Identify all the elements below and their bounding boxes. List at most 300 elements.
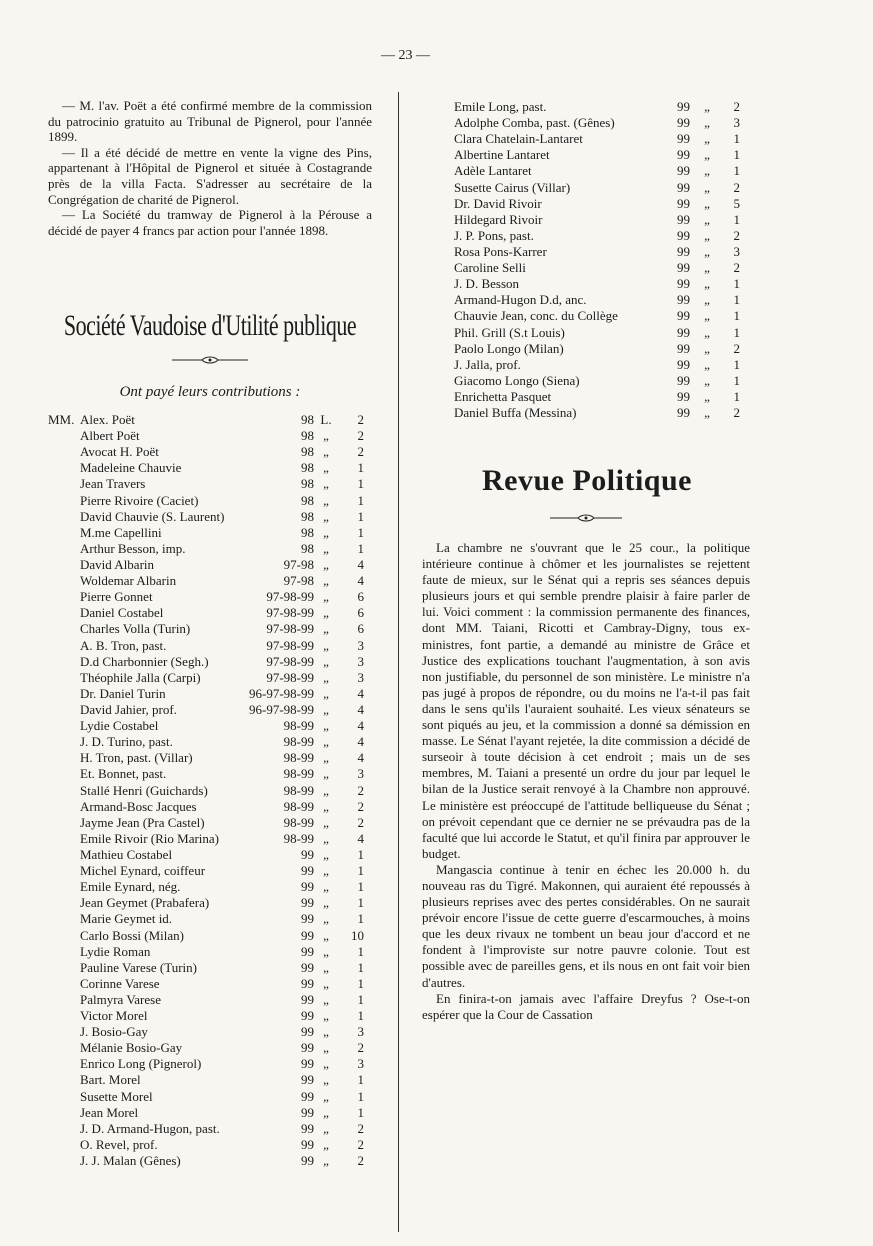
member-row	[454, 163, 744, 179]
member-years: 99	[301, 943, 314, 959]
news-item-3: — La Société du tramway de Pignerol à la Pérouse a décidé de payer 4 francs par action pour l'année 1898.	[48, 207, 372, 238]
member-years: 96-97-98-99	[249, 701, 314, 717]
amount-marker: „	[323, 1072, 329, 1088]
member-years: 99	[677, 99, 690, 114]
member-years: 98-99	[283, 718, 314, 734]
member-row	[48, 1121, 368, 1137]
member-name: Enrico Long (Pignerol)	[80, 1056, 202, 1072]
member-years: 99	[301, 1040, 314, 1056]
amount-marker: „	[323, 879, 329, 895]
member-years: 99	[301, 975, 314, 991]
member-row	[48, 702, 368, 718]
member-years: 99	[677, 195, 690, 211]
member-name: J. J. Malan (Gênes)	[80, 1153, 181, 1169]
member-name: O. Revel, prof.	[80, 1136, 158, 1152]
member-amount: 1	[357, 1072, 364, 1088]
member-row	[48, 1024, 368, 1040]
member-name: Bart. Morel	[80, 1072, 141, 1088]
member-row	[454, 292, 744, 308]
member-name: H. Tron, past. (Villar)	[80, 750, 193, 766]
member-years: 97-98-99	[266, 669, 314, 685]
member-row	[454, 180, 744, 196]
member-row	[48, 1040, 368, 1056]
member-years: 97-98-99	[266, 605, 314, 621]
member-name: Chauvie Jean, conc. du Collège	[454, 308, 618, 324]
member-name: A. B. Tron, past.	[80, 637, 167, 653]
member-row	[48, 1072, 368, 1088]
amount-marker: „	[323, 621, 329, 637]
member-name: David Jahier, prof.	[80, 701, 177, 717]
member-amount: 2	[357, 1040, 364, 1056]
member-years: 98-99	[283, 798, 314, 814]
member-amount: 1	[357, 846, 364, 862]
member-name: Emile Rivoir (Rio Marina)	[80, 830, 220, 846]
member-name: Charles Volla (Turin)	[80, 621, 191, 637]
member-years: 98	[301, 524, 314, 540]
member-years: 98-99	[283, 750, 314, 766]
member-row	[48, 1137, 368, 1153]
member-row	[48, 734, 368, 750]
member-years: 98-99	[283, 814, 314, 830]
member-name: Dr. Daniel Turin	[80, 685, 166, 701]
amount-marker: „	[323, 1120, 329, 1136]
amount-marker: „	[323, 669, 329, 685]
member-amount: 4	[357, 734, 364, 750]
member-name: Albertine Lantaret	[454, 147, 550, 163]
right-member-list	[454, 99, 744, 421]
amount-marker: „	[323, 701, 329, 717]
member-amount: 2	[733, 260, 740, 276]
member-row	[48, 589, 368, 605]
member-row	[48, 638, 368, 654]
member-name: Lydie Roman	[80, 943, 151, 959]
member-years: 99	[301, 1056, 314, 1072]
member-years: 98	[301, 492, 314, 508]
amount-marker: „	[323, 750, 329, 766]
member-row	[48, 863, 368, 879]
society-ornament	[170, 356, 250, 364]
member-amount: 1	[357, 476, 364, 492]
member-years: 99	[677, 292, 690, 308]
member-years: 98	[301, 476, 314, 492]
member-amount: 2	[357, 1153, 364, 1169]
amount-marker: „	[704, 115, 710, 131]
amount-marker: „	[323, 863, 329, 879]
amount-marker: „	[323, 428, 329, 444]
member-row	[454, 357, 744, 373]
member-name: Jayme Jean (Pra Castel)	[80, 814, 205, 830]
member-amount: 3	[357, 1024, 364, 1040]
member-amount: 2	[733, 99, 740, 114]
news-items	[48, 98, 372, 238]
member-row	[48, 460, 368, 476]
member-row	[454, 276, 744, 292]
member-amount: 1	[357, 492, 364, 508]
member-name: J. D. Turino, past.	[80, 734, 173, 750]
member-amount: 2	[357, 782, 364, 798]
amount-marker: „	[323, 1088, 329, 1104]
member-amount: 4	[357, 556, 364, 572]
member-years: 98-99	[283, 830, 314, 846]
member-amount: 2	[357, 1120, 364, 1136]
member-amount: 1	[733, 356, 740, 372]
member-years: 99	[677, 243, 690, 259]
member-name: Marie Geymet id.	[80, 911, 173, 927]
amount-marker: „	[323, 782, 329, 798]
revue-ornament	[548, 514, 624, 522]
member-amount: 1	[357, 1008, 364, 1024]
amount-marker: „	[704, 340, 710, 356]
member-amount: 1	[357, 943, 364, 959]
member-years: 99	[301, 1072, 314, 1088]
amount-marker: „	[704, 308, 710, 324]
member-row	[48, 718, 368, 734]
member-prefix: MM.	[48, 412, 75, 427]
amount-marker: „	[323, 830, 329, 846]
member-row	[454, 308, 744, 324]
amount-marker: „	[323, 798, 329, 814]
member-years: 99	[301, 895, 314, 911]
member-amount: 2	[733, 340, 740, 356]
member-years: 98	[301, 412, 314, 427]
member-name: Madeleine Chauvie	[80, 460, 182, 476]
amount-marker: „	[323, 959, 329, 975]
member-name: Daniel Buffa (Messina)	[454, 405, 577, 421]
amount-marker: „	[323, 734, 329, 750]
member-amount: 1	[733, 372, 740, 388]
member-row	[454, 131, 744, 147]
amount-marker: „	[704, 195, 710, 211]
amount-marker: „	[704, 405, 710, 421]
member-name: Mathieu Costabel	[80, 846, 173, 862]
member-years: 99	[301, 927, 314, 943]
amount-marker: „	[323, 911, 329, 927]
member-name: Hildegard Rivoir	[454, 211, 543, 227]
member-row	[48, 831, 368, 847]
member-amount: 1	[357, 508, 364, 524]
member-name: Adolphe Comba, past. (Gênes)	[454, 115, 615, 131]
member-years: 99	[677, 276, 690, 292]
member-row	[48, 557, 368, 573]
news-item-2: — Il a été décidé de mettre en vente la vigne des Pins, appartenant à l'Hôpital de Pignerol et située à Costagrande près de la villa Facta. S'adresser au secrétaire de la Congrégation de charité de Pignerol.	[48, 144, 372, 207]
member-amount: 1	[733, 211, 740, 227]
member-row	[48, 509, 368, 525]
member-name: Woldemar Albarin	[80, 573, 177, 589]
news-item-1: — M. l'av. Poët a été confirmé membre de la commission du patrocinio gratuito au Tribunal de Pignerol, pour l'année 1899.	[48, 98, 372, 145]
member-amount: 1	[733, 147, 740, 163]
member-amount: 6	[357, 605, 364, 621]
amount-marker: „	[323, 814, 329, 830]
member-name: Albert Poët	[80, 428, 140, 444]
member-amount: 1	[733, 163, 740, 179]
amount-marker: „	[323, 1040, 329, 1056]
member-years: 99	[677, 388, 690, 404]
member-years: 99	[677, 131, 690, 147]
member-years: 99	[301, 1120, 314, 1136]
member-name: J. D. Armand-Hugon, past.	[80, 1120, 220, 1136]
member-amount: 2	[733, 227, 740, 243]
member-row	[454, 196, 744, 212]
page-number: — 23 —	[381, 48, 430, 63]
amount-marker: „	[704, 372, 710, 388]
member-years: 99	[677, 211, 690, 227]
amount-marker: „	[704, 243, 710, 259]
member-name: Jean Geymet (Prabafera)	[80, 895, 210, 911]
member-name: Paolo Longo (Milan)	[454, 340, 564, 356]
member-amount: 5	[733, 195, 740, 211]
amount-marker: „	[323, 1024, 329, 1040]
amount-marker: „	[323, 1056, 329, 1072]
member-amount: 2	[733, 179, 740, 195]
member-name: Pierre Gonnet	[80, 589, 153, 605]
member-amount: 2	[357, 1136, 364, 1152]
member-row	[48, 1153, 368, 1169]
member-amount: 2	[733, 405, 740, 421]
member-amount: 2	[357, 444, 364, 460]
member-years: 98-99	[283, 734, 314, 750]
member-row	[48, 412, 368, 428]
member-row	[48, 944, 368, 960]
member-amount: 1	[357, 863, 364, 879]
member-name: D.d Charbonnier (Segh.)	[80, 653, 209, 669]
member-amount: 1	[357, 540, 364, 556]
amount-marker: „	[704, 292, 710, 308]
member-years: 99	[677, 324, 690, 340]
member-row	[48, 605, 368, 621]
revue-paragraph-1: La chambre ne s'ouvrant que le 25 cour., la politique intérieure continue à chômer et les journalistes se rejettent faute de mieux, sur le Sénat qui a repris ses séances depuis plusieurs jours et qui semble prendre plaisir à faire parler de lui. Voici comment : la commission permanente des finances, dont MM. Taiani, Ricotti et Cambray-Digny, tous ex-ministres, font partie, a demandé au ministre de Grâce et Justice des explications touchant l'augmentation, à son avis non justifiable, du personnel de son ministère. Le ministre n'a pas jugé à propos de répondre, ou du moins ne l'a-t-il pas fait dans le sens qu'ils l'auraient souhaité. Les vieux sénateurs se sont piqués au jeu, et la commission a donné sa démission en masse. Le Sénat l'ayant rejetée, la dite commission a décidé de surseoir à toute décision à cet endroit ; mais un de ses membres, M. Taiani a presenté un ordre du jour par lequel le bilan de la Justice serait renvoyé à la Chambre non approuvé. Le ministère est préoccupé de l'attitude belliqueuse du Sénat ; on prévoit cependant que ce dernier ne se prévaudra pas de la faculté que lui accorde le Statut, et qu'il finira par approuver le budget.	[422, 540, 750, 861]
member-name: Jean Travers	[80, 476, 146, 492]
member-amount: 1	[733, 131, 740, 147]
member-name: Avocat H. Poët	[80, 444, 159, 460]
member-row	[454, 341, 744, 357]
amount-marker: „	[323, 975, 329, 991]
member-amount: 6	[357, 621, 364, 637]
member-row	[48, 1105, 368, 1121]
member-amount: 1	[357, 991, 364, 1007]
member-years: 98	[301, 508, 314, 524]
member-name: David Chauvie (S. Laurent)	[80, 508, 225, 524]
amount-marker: „	[323, 943, 329, 959]
member-row	[48, 670, 368, 686]
member-years: 99	[677, 372, 690, 388]
member-row	[454, 212, 744, 228]
member-name: Carlo Bossi (Milan)	[80, 927, 184, 943]
member-name: Arthur Besson, imp.	[80, 540, 186, 556]
member-amount: 3	[733, 115, 740, 131]
member-row	[48, 428, 368, 444]
member-row	[48, 928, 368, 944]
member-years: 97-98-99	[266, 637, 314, 653]
member-amount: 4	[357, 750, 364, 766]
member-row	[48, 879, 368, 895]
member-amount: 1	[357, 975, 364, 991]
member-years: 99	[677, 308, 690, 324]
member-amount: 4	[357, 830, 364, 846]
member-row	[48, 815, 368, 831]
amount-marker: „	[323, 685, 329, 701]
member-years: 99	[301, 991, 314, 1007]
amount-marker: „	[323, 991, 329, 1007]
amount-marker: „	[323, 766, 329, 782]
member-amount: 4	[357, 573, 364, 589]
amount-marker: „	[323, 653, 329, 669]
society-subtitle: Ont payé leurs contributions :	[119, 384, 301, 400]
member-years: 97-98	[283, 573, 314, 589]
member-amount: 2	[357, 798, 364, 814]
amount-marker: „	[323, 718, 329, 734]
member-row	[454, 244, 744, 260]
member-years: 99	[677, 356, 690, 372]
member-row	[48, 541, 368, 557]
member-name: Susette Cairus (Villar)	[454, 179, 571, 195]
member-years: 99	[301, 1024, 314, 1040]
amount-marker: „	[323, 524, 329, 540]
amount-marker: „	[323, 1153, 329, 1169]
member-row	[48, 573, 368, 589]
member-amount: 1	[733, 388, 740, 404]
member-amount: 1	[357, 1104, 364, 1120]
member-years: 99	[301, 1088, 314, 1104]
member-years: 98	[301, 460, 314, 476]
member-years: 98	[301, 428, 314, 444]
member-row	[48, 766, 368, 782]
member-years: 99	[301, 1008, 314, 1024]
member-years: 99	[677, 340, 690, 356]
member-name: Victor Morel	[80, 1008, 148, 1024]
revue-paragraph-2: Mangascia continue à tenir en échec les 20.000 h. du nouveau ras du Tigré. Makonnen, qui auraient été repoussés à plusieurs reprises avec des pertes considérables. On ne saurait prévoir encore l'issue de cette guerre d'escarmouches, à moins que les deux rivaux ne tombent un beau jour d'accord et ne fondent à l'improviste sur notre pauvre colonie. Tout est possible avec de pareilles gens, et ils nous en ont fait voir bien d'autres.	[422, 861, 750, 990]
member-name: Stallé Henri (Guichards)	[80, 782, 208, 798]
member-row	[48, 1056, 368, 1072]
member-name: Pierre Rivoire (Caciet)	[80, 492, 199, 508]
member-name: Emile Long, past.	[454, 99, 547, 114]
member-amount: 3	[357, 766, 364, 782]
member-years: 96-97-98-99	[249, 685, 314, 701]
member-row	[454, 115, 744, 131]
member-amount: 3	[357, 653, 364, 669]
amount-marker: „	[704, 276, 710, 292]
member-name: Théophile Jalla (Carpi)	[80, 669, 201, 685]
amount-marker: „	[704, 179, 710, 195]
member-amount: 1	[733, 276, 740, 292]
member-name: Adèle Lantaret	[454, 163, 532, 179]
member-name: Phil. Grill (S.t Louis)	[454, 324, 565, 340]
left-member-list	[48, 412, 368, 1169]
column-divider	[398, 92, 399, 1232]
member-amount: 1	[357, 911, 364, 927]
member-amount: 1	[357, 879, 364, 895]
member-name: Pauline Varese (Turin)	[80, 959, 197, 975]
amount-marker: „	[704, 324, 710, 340]
member-name: Mélanie Bosio-Gay	[80, 1040, 183, 1056]
amount-marker: „	[323, 460, 329, 476]
member-years: 99	[677, 405, 690, 421]
member-years: 98-99	[283, 782, 314, 798]
member-row	[48, 783, 368, 799]
member-amount: 6	[357, 589, 364, 605]
member-name: Clara Chatelain-Lantaret	[454, 131, 583, 147]
amount-marker: „	[323, 637, 329, 653]
member-name: Susette Morel	[80, 1088, 153, 1104]
amount-marker: „	[323, 1008, 329, 1024]
amount-marker: „	[323, 573, 329, 589]
member-row	[48, 476, 368, 492]
amount-marker: L.	[320, 412, 332, 427]
member-years: 99	[301, 846, 314, 862]
member-row	[48, 750, 368, 766]
member-amount: 1	[733, 292, 740, 308]
member-row	[48, 1089, 368, 1105]
member-years: 99	[677, 179, 690, 195]
member-row	[48, 911, 368, 927]
member-name: Giacomo Longo (Siena)	[454, 372, 580, 388]
member-name: J. P. Pons, past.	[454, 227, 534, 243]
member-row	[48, 992, 368, 1008]
amount-marker: „	[323, 846, 329, 862]
member-name: Palmyra Varese	[80, 991, 161, 1007]
society-title: Société Vaudoise d'Utilité publique	[63, 308, 357, 342]
amount-marker: „	[704, 260, 710, 276]
revue-title: Revue Politique	[482, 464, 692, 497]
member-row	[454, 147, 744, 163]
member-row	[48, 621, 368, 637]
member-years: 97-98	[283, 556, 314, 572]
member-amount: 2	[357, 814, 364, 830]
amount-marker: „	[323, 508, 329, 524]
member-row	[48, 654, 368, 670]
member-amount: 1	[733, 324, 740, 340]
member-years: 99	[301, 1104, 314, 1120]
amount-marker: „	[323, 1136, 329, 1152]
member-years: 99	[301, 863, 314, 879]
member-name: Lydie Costabel	[80, 718, 159, 734]
amount-marker: „	[704, 147, 710, 163]
amount-marker: „	[323, 589, 329, 605]
member-years: 97-98-99	[266, 589, 314, 605]
member-years: 99	[301, 959, 314, 975]
member-amount: 2	[357, 412, 364, 427]
amount-marker: „	[704, 388, 710, 404]
member-amount: 3	[357, 637, 364, 653]
member-row	[48, 686, 368, 702]
member-amount: 1	[357, 460, 364, 476]
amount-marker: „	[704, 99, 710, 114]
member-years: 98	[301, 540, 314, 556]
member-years: 99	[677, 260, 690, 276]
member-name: Alex. Poët	[80, 412, 135, 427]
member-amount: 4	[357, 685, 364, 701]
amount-marker: „	[704, 131, 710, 147]
member-years: 99	[301, 879, 314, 895]
member-amount: 3	[733, 243, 740, 259]
member-row	[48, 493, 368, 509]
member-row	[48, 525, 368, 541]
amount-marker: „	[323, 556, 329, 572]
amount-marker: „	[704, 211, 710, 227]
member-years: 99	[301, 1153, 314, 1169]
amount-marker: „	[323, 927, 329, 943]
amount-marker: „	[323, 476, 329, 492]
member-name: Daniel Costabel	[80, 605, 164, 621]
member-name: Armand-Hugon D.d, anc.	[454, 292, 587, 308]
amount-marker: „	[704, 227, 710, 243]
member-name: Et. Bonnet, past.	[80, 766, 167, 782]
member-name: J. D. Besson	[454, 276, 520, 292]
member-years: 97-98-99	[266, 621, 314, 637]
member-name: Caroline Selli	[454, 260, 526, 276]
member-amount: 1	[357, 895, 364, 911]
member-row	[454, 389, 744, 405]
member-name: Rosa Pons-Karrer	[454, 243, 547, 259]
